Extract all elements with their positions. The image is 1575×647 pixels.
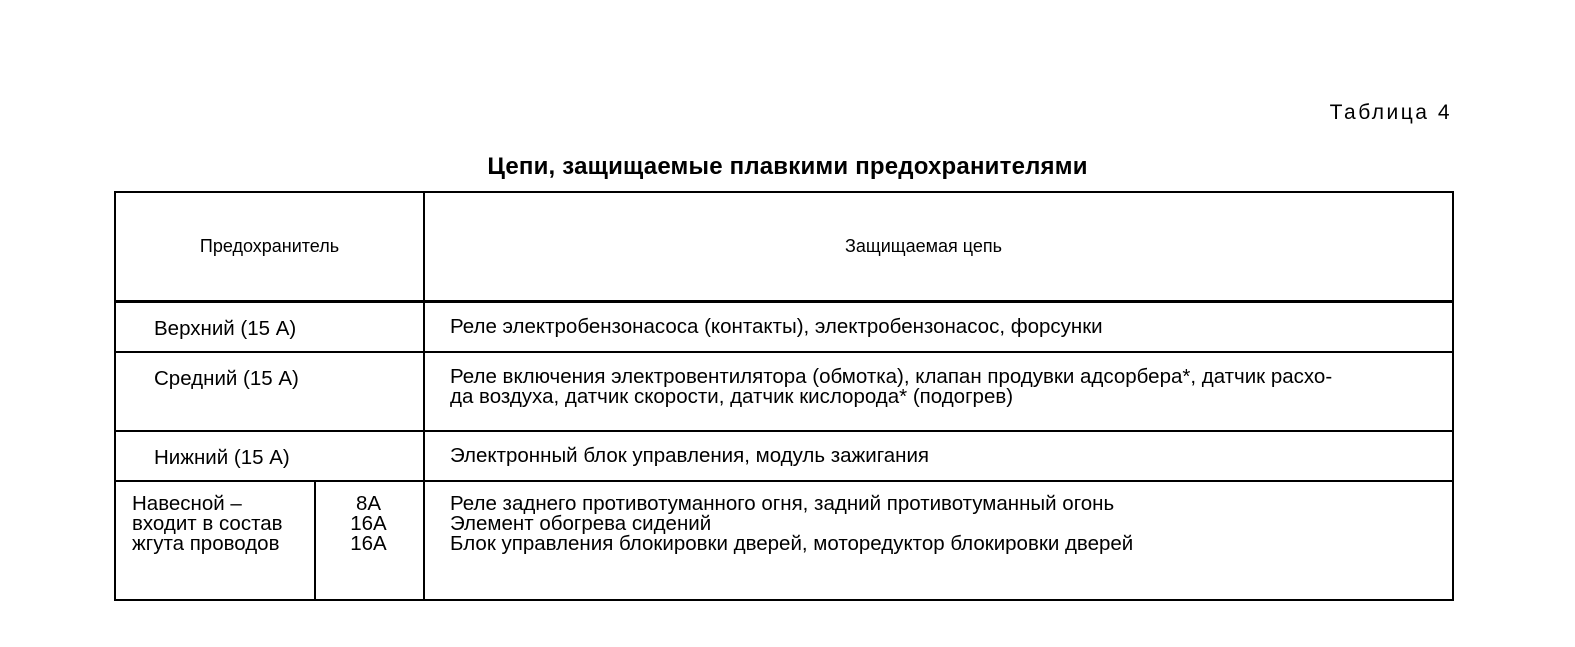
table-number: Таблица 4 [1329, 101, 1452, 124]
table-row [115, 431, 1453, 481]
fuse-rating: 16А [350, 532, 387, 555]
circuit-line: Реле заднего противотуманного огня, задний противотуманный огонь [450, 492, 1115, 515]
circuit-line: Реле электробензонасоса (контакты), электробензонасос, форсунки [450, 315, 1103, 338]
table-title: Цепи, защищаемые плавкими предохранителями [487, 153, 1088, 180]
table-header-row [115, 192, 1453, 302]
hanging-fuse-ratings [316, 482, 423, 599]
table-row [115, 302, 1453, 353]
circuit-cell [424, 352, 1453, 431]
table-row [115, 352, 1453, 431]
circuit-line: Реле включения электровентилятора (обмотка), клапан продувки адсорбера*, датчик расхо- [450, 365, 1333, 388]
circuit-line: Электронный блок управления, модуль зажигания [450, 444, 930, 467]
circuit-line: Блок управления блокировки дверей, моторедуктор блокировки дверей [450, 532, 1134, 555]
fuse-cell [115, 481, 424, 600]
circuit-cell [424, 302, 1453, 353]
fuse-rating: 8А [355, 492, 382, 515]
header-circuit: Защищаемая цепь [424, 192, 1453, 302]
circuit-cell [424, 481, 1453, 600]
fuse-cell: Верхний (15 А) [115, 302, 424, 353]
table-row [115, 481, 1453, 600]
fuse-circuits-table [114, 191, 1454, 601]
circuit-line: да воздуха, датчик скорости, датчик кислорода* (подогрев) [450, 385, 1014, 408]
hanging-name-line: жгута проводов [132, 532, 280, 555]
fuse-cell: Нижний (15 А) [115, 431, 424, 481]
circuit-cell [424, 431, 1453, 481]
hanging-fuse-name [116, 482, 316, 599]
fuse-rating: 16А [350, 512, 387, 535]
fuse-cell: Средний (15 А) [115, 352, 424, 431]
hanging-name-line: Навесной – [132, 492, 242, 515]
header-fuse: Предохранитель [115, 192, 424, 302]
hanging-name-line: входит в состав [132, 512, 283, 535]
circuit-line: Элемент обогрева сидений [450, 512, 712, 535]
